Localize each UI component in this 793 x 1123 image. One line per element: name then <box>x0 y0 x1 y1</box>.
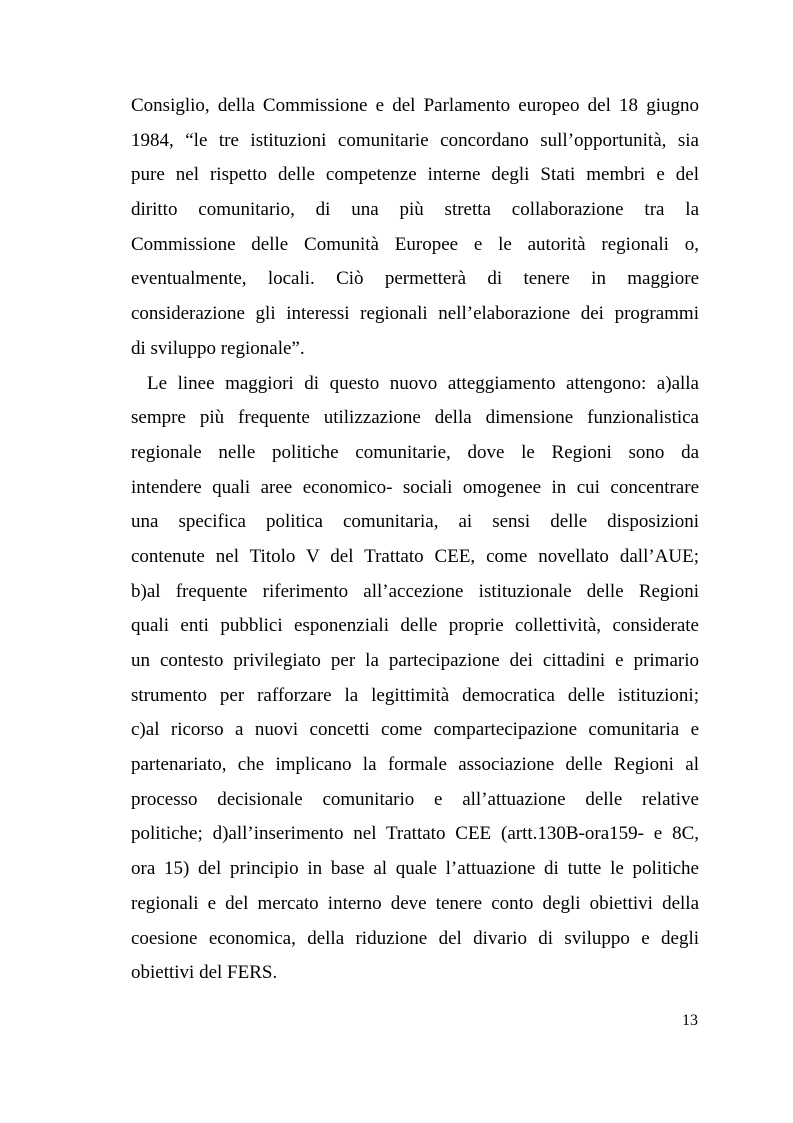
text-line: considerazione gli interessi regionali nell’elaborazione dei programmi <box>131 303 699 325</box>
body-text <box>131 89 699 991</box>
paragraph <box>131 89 699 367</box>
text-line: politiche; d)all’inserimento nel Trattato CEE (artt.130B-ora159- e 8C, <box>131 823 699 845</box>
text-line: 1984, “le tre istituzioni comunitarie concordano sull’opportunità, sia <box>131 129 699 151</box>
text-line: c)al ricorso a nuovi concetti come compartecipazione comunitaria e <box>131 719 699 741</box>
text-line: diritto comunitario, di una più stretta collaborazione tra la <box>131 199 699 221</box>
text-line: pure nel rispetto delle competenze interne degli Stati membri e del <box>131 164 699 186</box>
text-line: strumento per rafforzare la legittimità democratica delle istituzioni; <box>131 684 699 706</box>
text-line: coesione economica, della riduzione del divario di sviluppo e degli <box>131 927 699 949</box>
text-line: Commissione delle Comunità Europee e le autorità regionali o, <box>131 233 699 255</box>
text-line: partenariato, che implicano la formale associazione delle Regioni al <box>131 754 699 776</box>
page-number: 13 <box>682 1012 698 1029</box>
text-line: regionale nelle politiche comunitarie, dove le Regioni sono da <box>131 441 699 463</box>
text-line: obiettivi del FERS. <box>131 962 278 984</box>
text-line: b)al frequente riferimento all’accezione istituzionale delle Regioni <box>131 580 699 602</box>
text-line: contenute nel Titolo V del Trattato CEE, come novellato dall’AUE; <box>131 545 699 567</box>
text-line: intendere quali aree economico- sociali omogenee in cui concentrare <box>131 476 699 498</box>
text-line: regionali e del mercato interno deve tenere conto degli obiettivi della <box>131 892 699 914</box>
text-line: Le linee maggiori di questo nuovo atteggiamento attengono: a)alla <box>147 372 699 394</box>
paragraph <box>131 367 699 991</box>
text-line: quali enti pubblici esponenziali delle proprie collettività, considerate <box>131 615 699 637</box>
text-line: una specifica politica comunitaria, ai sensi delle disposizioni <box>131 511 699 533</box>
text-line: di sviluppo regionale”. <box>131 337 305 359</box>
text-line: un contesto privilegiato per la partecipazione dei cittadini e primario <box>131 650 699 671</box>
text-line: Consiglio, della Commissione e del Parlamento europeo del 18 giugno <box>131 95 699 116</box>
text-line: ora 15) del principio in base al quale l’attuazione di tutte le politiche <box>131 858 699 880</box>
text-line: processo decisionale comunitario e all’attuazione delle relative <box>131 788 699 810</box>
text-line: eventualmente, locali. Ciò permetterà di tenere in maggiore <box>131 268 699 290</box>
text-line: sempre più frequente utilizzazione della dimensione funzionalistica <box>131 407 699 429</box>
